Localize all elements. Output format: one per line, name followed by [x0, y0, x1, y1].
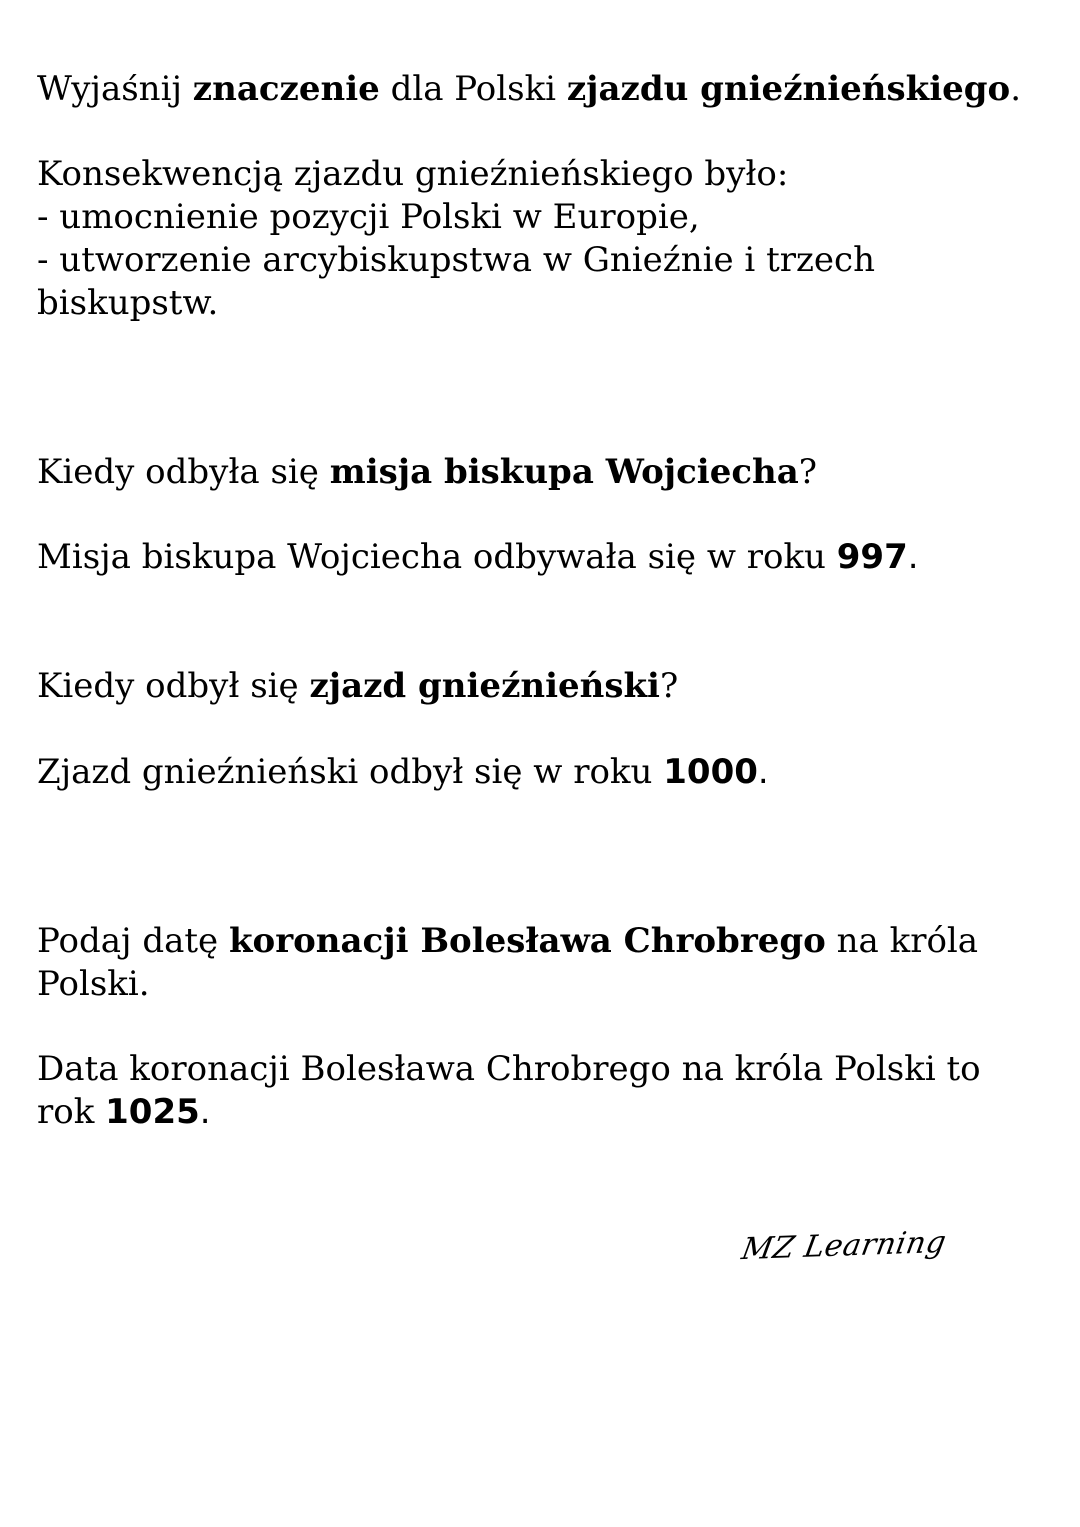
- author-signature: MZ Learning: [738, 1224, 949, 1268]
- question-1-keyword-significance: znaczenie: [192, 69, 380, 109]
- answer-2-text: .: [907, 537, 919, 577]
- answer-4-text: rok: [37, 1092, 106, 1132]
- question-4-text: Podaj datę: [37, 921, 229, 961]
- answer-1-line: - utworzenie arcybiskupstwa w Gnieźnie i trzech: [37, 240, 875, 280]
- question-3-keyword: zjazd gnieźnieński: [309, 666, 660, 706]
- answer-4-year: 1025: [105, 1092, 200, 1132]
- answer-3-text: Zjazd gnieźnieński odbył się w roku: [37, 752, 664, 792]
- answer-2-year: 997: [836, 537, 908, 577]
- question-2: [37, 451, 1047, 494]
- question-4: [37, 920, 1047, 1006]
- answer-1: [37, 153, 1047, 325]
- answer-4-line: Data koronacji Bolesława Chrobrego na króla Polski to: [37, 1049, 981, 1089]
- question-4-line: Polski.: [37, 964, 150, 1004]
- question-2-text: ?: [798, 452, 818, 492]
- question-1-keyword-congress: zjazdu gnieźnieńskiego: [566, 69, 1011, 109]
- question-1: [37, 68, 1047, 111]
- answer-4-text: .: [199, 1092, 211, 1132]
- question-3: [37, 665, 1047, 708]
- question-2-keyword: misja biskupa Wojciecha: [329, 452, 799, 492]
- question-4-text: na króla: [825, 921, 979, 961]
- answer-2: [37, 536, 1047, 579]
- question-3-text: Kiedy odbył się: [37, 666, 310, 706]
- question-3-text: ?: [659, 666, 679, 706]
- answer-2-text: Misja biskupa Wojciecha odbywała się w roku: [37, 537, 837, 577]
- answer-1-line: Konsekwencją zjazdu gnieźnieńskiego było:: [37, 154, 789, 194]
- question-1-text: dla Polski: [379, 69, 567, 109]
- answer-1-line: - umocnienie pozycji Polski w Europie,: [37, 197, 700, 237]
- answer-3-text: .: [757, 752, 769, 792]
- question-1-text: .: [1010, 69, 1021, 109]
- answer-1-line: biskupstw.: [37, 283, 219, 323]
- answer-3-year: 1000: [663, 752, 758, 792]
- answer-3: [37, 751, 1047, 794]
- answer-4: [37, 1048, 1047, 1134]
- question-4-keyword: koronacji Bolesława Chrobrego: [228, 921, 826, 961]
- question-2-text: Kiedy odbyła się: [37, 452, 330, 492]
- question-1-text: Wyjaśnij: [37, 69, 193, 109]
